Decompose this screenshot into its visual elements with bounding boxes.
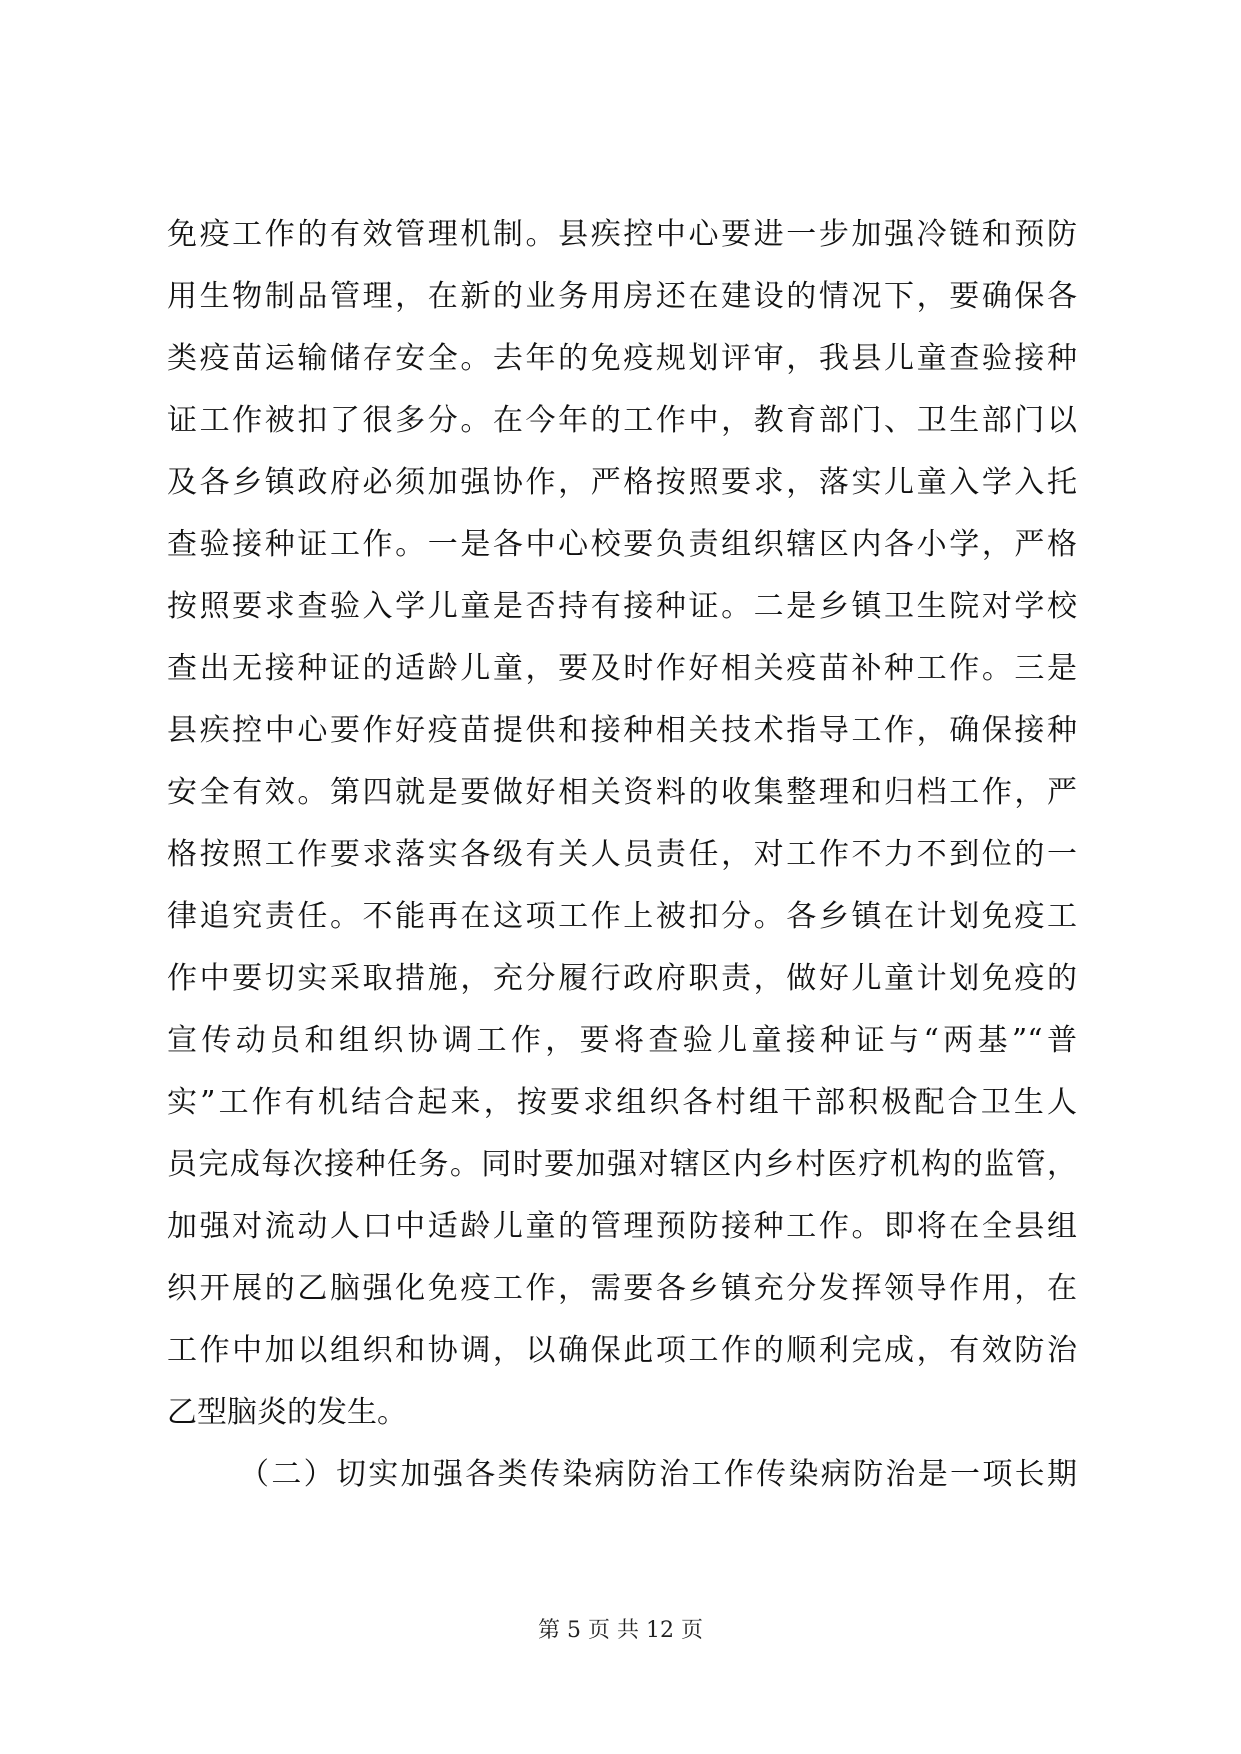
text-line: 县疾控中心要作好疫苗提供和接种相关技术指导工作，确保接种 [167, 713, 1077, 748]
text-line: 实”工作有机结合起来，按要求组织各村组干部积极配合卫生人 [167, 1085, 1077, 1120]
text-line: 工作中加以组织和协调，以确保此项工作的顺利完成，有效防治 [167, 1333, 1077, 1368]
paragraph-1 [167, 204, 1077, 1444]
text-line: 及各乡镇政府必须加强协作，严格按照要求，落实儿童入学入托 [167, 465, 1077, 500]
body-text [167, 204, 1077, 1506]
text-line: 作中要切实采取措施，充分履行政府职责，做好儿童计划免疫的 [167, 961, 1077, 996]
text-line: 安全有效。第四就是要做好相关资料的收集整理和归档工作，严 [167, 775, 1077, 810]
paragraph-2 [167, 1444, 1077, 1506]
text-line: 织开展的乙脑强化免疫工作，需要各乡镇充分发挥领导作用，在 [167, 1271, 1077, 1306]
page-number-footer: 第 5 页 共 12 页 [538, 1618, 703, 1643]
text-line: 用生物制品管理，在新的业务用房还在建设的情况下，要确保各 [167, 279, 1077, 314]
text-line: 查出无接种证的适龄儿童，要及时作好相关疫苗补种工作。三是 [167, 651, 1077, 686]
text-line: 员完成每次接种任务。同时要加强对辖区内乡村医疗机构的监管， [167, 1147, 1077, 1182]
text-line: 类疫苗运输储存安全。去年的免疫规划评审，我县儿童查验接种 [167, 341, 1077, 376]
text-line: 乙型脑炎的发生。 [167, 1395, 407, 1430]
text-line: 律追究责任。不能再在这项工作上被扣分。各乡镇在计划免疫工 [167, 899, 1077, 934]
text-line: （二）切实加强各类传染病防治工作传染病防治是一项长期 [239, 1457, 1077, 1492]
text-line: 查验接种证工作。一是各中心校要负责组织辖区内各小学，严格 [167, 527, 1077, 562]
text-line: 格按照工作要求落实各级有关人员责任，对工作不力不到位的一 [167, 837, 1077, 872]
text-line: 证工作被扣了很多分。在今年的工作中，教育部门、卫生部门以 [167, 403, 1077, 438]
text-line: 加强对流动人口中适龄儿童的管理预防接种工作。即将在全县组 [167, 1209, 1077, 1244]
text-line: 宣传动员和组织协调工作，要将查验儿童接种证与“两基”“普 [167, 1023, 1077, 1058]
text-line: 免疫工作的有效管理机制。县疾控中心要进一步加强冷链和预防 [167, 217, 1077, 252]
text-line: 按照要求查验入学儿童是否持有接种证。二是乡镇卫生院对学校 [167, 589, 1077, 624]
